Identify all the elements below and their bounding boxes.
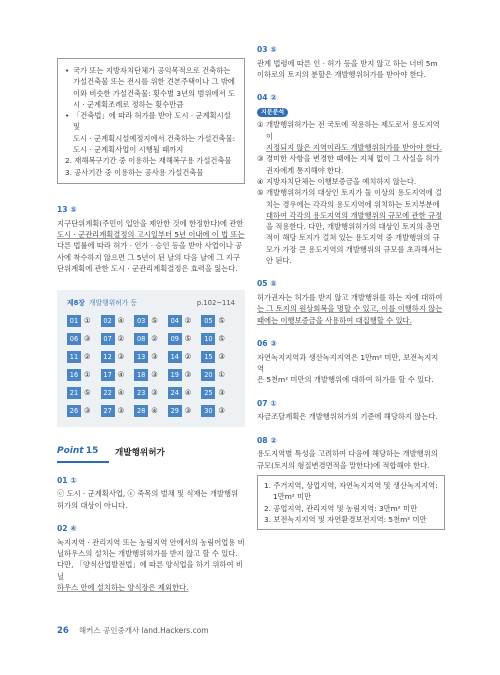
answer-03 xyxy=(257,44,445,80)
excerpt-bullet-1 xyxy=(65,65,237,110)
question-number: 26 xyxy=(67,405,81,417)
answer-13 xyxy=(57,204,245,274)
answer-cell xyxy=(134,315,168,327)
answer-cell xyxy=(101,405,135,417)
answer-cell xyxy=(168,369,202,381)
answer-value: ⑤ xyxy=(218,316,226,326)
right-column xyxy=(257,44,445,542)
answer-value: ② xyxy=(84,352,91,362)
answer-cell xyxy=(134,333,168,345)
page-number: 26 xyxy=(57,626,69,636)
answer-value: ③ xyxy=(151,352,158,362)
answer-value: ③ xyxy=(218,388,226,398)
answer-value: ② xyxy=(184,352,192,362)
answer-cell xyxy=(201,405,235,417)
page-range: p.102~114 xyxy=(196,299,235,308)
answer-value: ③ xyxy=(151,388,158,398)
question-number: 15 xyxy=(201,351,215,363)
answer-value: ③ xyxy=(218,352,226,362)
answer-value: ③ xyxy=(84,406,91,416)
answer-cell xyxy=(67,351,101,363)
chapter-title: 개발행위허가 등 xyxy=(88,299,137,308)
text-line: 1. 주거지역, 상업지역, 자연녹지지역 및 생산녹지지역: xyxy=(264,481,438,491)
answer-cell xyxy=(134,387,168,399)
answer-grid-panel xyxy=(57,290,245,427)
answer-cell xyxy=(101,387,135,399)
text-line: 자연녹지지역과 생산녹지지역은 1만m² 미만, 보전녹지지역 xyxy=(257,352,439,373)
answer-value: ③ xyxy=(151,370,158,380)
answer-value: ② xyxy=(151,334,158,344)
analysis-item xyxy=(257,119,445,153)
answer-cell xyxy=(101,351,135,363)
question-number: 04 xyxy=(168,315,182,327)
question-number: 23 xyxy=(134,387,148,399)
text-line: 이와 비슷한 가설건축물: 횟수별 3년의 범위에서 도 xyxy=(73,88,235,98)
answer-cell xyxy=(168,351,202,363)
answer-01 xyxy=(57,475,245,511)
text-line: 은 5천m² 미만의 개발행위에 대하여 허가를 할 수 있다. xyxy=(257,375,434,385)
answer-cell xyxy=(67,369,101,381)
answer-cell xyxy=(201,351,235,363)
answer-head: 04 ② xyxy=(257,93,277,103)
text-line: 시 · 군계획조례로 정하는 횟수만큼 xyxy=(73,99,184,109)
answer-value: ② xyxy=(184,316,192,326)
answer-07 xyxy=(257,398,445,423)
answer-cell xyxy=(201,333,235,345)
analysis-item xyxy=(257,187,445,266)
item-marker: ④ xyxy=(257,176,264,186)
text-line: 이하로의 토지의 분할은 개발행위허가를 받아야 한다. xyxy=(257,70,426,80)
answer-value: ① xyxy=(218,370,226,380)
answer-cell xyxy=(67,333,101,345)
point-label: Point xyxy=(57,445,84,456)
text-line: 2. 공업지역, 관리지역 및 농림지역: 3만m² 미만 xyxy=(264,503,418,513)
text-line: ⓒ 도시 · 군계획사업, ⓔ 죽목의 벌채 및 식재는 개발행위 xyxy=(57,489,239,499)
text-line: 경미한 사항을 변경한 때에는 지체 없이 그 사실을 허가 xyxy=(266,154,440,164)
item-marker: ① xyxy=(257,120,264,130)
answer-cell xyxy=(168,387,202,399)
answer-head: 02 ④ xyxy=(57,524,77,534)
item-marker: ③ xyxy=(257,154,264,164)
answer-value: ⑤ xyxy=(218,334,226,344)
answer-02 xyxy=(57,523,245,593)
text-line: 때에는 이행보증금을 사용하여 대집행할 수 있다. xyxy=(257,315,412,325)
question-number: 02 xyxy=(101,315,115,327)
answer-cell xyxy=(168,315,202,327)
question-number: 14 xyxy=(168,351,182,363)
analysis-item xyxy=(257,153,445,176)
answer-08 xyxy=(257,435,445,531)
answer-value: ⑤ xyxy=(151,316,158,326)
question-number: 25 xyxy=(201,387,215,399)
point-title: 개발행위허가 xyxy=(115,448,165,459)
point-underline xyxy=(57,461,109,463)
excerpt-item-2: 2. 재해복구기간 중 이용하는 재해복구용 가설건축물 xyxy=(65,156,232,166)
answer-head: 06 ③ xyxy=(257,338,277,348)
question-number: 13 xyxy=(134,351,148,363)
question-number: 10 xyxy=(201,333,215,345)
answer-05 xyxy=(257,278,445,326)
text-line: 개발행위허가의 대상인 토지가 둘 이상의 용도지역에 걸 xyxy=(266,188,443,198)
answer-cell xyxy=(67,315,101,327)
answer-value: ④ xyxy=(117,316,125,326)
text-line: 을 적용한다. 다만, 개발행위허가의 대상인 토지의 총면 xyxy=(266,222,440,232)
text-line: 대하여 각각의 용도지역의 개발행위의 규모에 관한 규정 xyxy=(266,210,443,220)
answer-cell xyxy=(134,351,168,363)
excerpt-bullet-2 xyxy=(65,110,237,155)
answer-value: ③ xyxy=(117,352,125,362)
text-line: 적이 해당 토지가 걸쳐 있는 용도지역 중 개발행위의 규 xyxy=(266,233,440,243)
text-line: 는 그 토지의 원상회복을 명할 수 있고, 이를 이행하지 않는 xyxy=(257,304,443,314)
answer-value: ⑤ xyxy=(84,388,91,398)
question-number: 06 xyxy=(67,333,81,345)
question-number: 30 xyxy=(201,405,215,417)
answer-head: 01 ① xyxy=(57,475,77,485)
question-number: 09 xyxy=(168,333,182,345)
question-number: 22 xyxy=(101,387,115,399)
text-line: 녹지지역 · 관리지역 또는 농림지역 안에서의 농림어업용 비 xyxy=(57,537,245,547)
answer-cell xyxy=(101,333,135,345)
question-number: 17 xyxy=(101,369,115,381)
size-limit-box xyxy=(257,475,445,530)
answer-value: ④ xyxy=(117,370,125,380)
question-number: 16 xyxy=(67,369,81,381)
text-line: 지방자치단체는 이행보증금을 예치하지 않는다. xyxy=(266,176,417,186)
text-line: 닐하우스의 설치는 개발행위허가를 받지 않고 할 수 있다. xyxy=(57,549,238,559)
answer-head: 07 ① xyxy=(257,398,277,408)
law-excerpt-box xyxy=(57,58,245,184)
question-number: 29 xyxy=(168,405,182,417)
answer-cell xyxy=(201,369,235,381)
answer-06 xyxy=(257,338,445,386)
text-line: 사에 착수하지 않으면 그 5년이 된 날의 다음 날에 그 지구 xyxy=(57,252,240,262)
answer-cell xyxy=(67,387,101,399)
answer-grid xyxy=(67,315,235,417)
text-line: 다만, 「양식산업발전법」에 따른 양식업을 하기 위하여 비닐 xyxy=(57,560,243,581)
question-number: 12 xyxy=(101,351,115,363)
question-number: 05 xyxy=(201,315,215,327)
question-number: 18 xyxy=(134,369,148,381)
answer-04 xyxy=(257,92,445,266)
text-line: 도시 · 군계획사업이 시행될 때까지 xyxy=(73,145,184,155)
analysis-badge: 지문분석 xyxy=(257,108,288,117)
question-number: 07 xyxy=(101,333,115,345)
answer-value: ④ xyxy=(117,388,125,398)
question-number: 21 xyxy=(67,387,81,399)
answer-cell xyxy=(101,315,135,327)
text-line: 1만m² 미만 xyxy=(273,492,312,502)
text-line: 다른 법률에 따라 허가 · 인가 · 승인 등을 받아 사업이나 공 xyxy=(57,241,243,251)
answer-value: ④ xyxy=(151,406,158,416)
text-line: 개발행위허가는 전 국토에 적용하는 제도로서 용도지역이 xyxy=(266,120,440,141)
answer-cell xyxy=(168,333,202,345)
question-number: 01 xyxy=(67,315,81,327)
text-line: • 「건축법」에 따라 허가를 받아 도시 · 군계획시설 및 xyxy=(73,111,231,132)
answer-cell xyxy=(101,369,135,381)
answer-grid-header xyxy=(67,298,235,309)
answer-value: ③ xyxy=(218,406,226,416)
answer-cell xyxy=(134,405,168,417)
text-line: • 국가 또는 지방자치단체가 공익목적으로 건축하는 xyxy=(73,66,231,75)
answer-cell xyxy=(168,405,202,417)
point-heading xyxy=(57,445,245,463)
excerpt-item-3: 3. 공사기간 중 이용하는 공사용 가설건축물 xyxy=(65,167,204,177)
page-footer xyxy=(57,625,209,638)
question-number: 28 xyxy=(134,405,148,417)
analysis-item xyxy=(257,176,445,187)
text-line: 도시 · 군계획시설예정지에서 건축하는 가설건축물: xyxy=(73,133,236,143)
answer-head: 08 ② xyxy=(257,435,277,445)
text-line: 관계 법령에 따른 인 · 허가 등을 받지 않고 하는 너비 5m xyxy=(257,58,438,68)
text-line: 지정되지 않은 지역이라도 개발행위허가를 받아야 한다. xyxy=(266,143,443,153)
text-line: 3. 보전녹지지역 및 자연환경보전지역: 5천m² 미만 xyxy=(264,514,427,524)
left-column xyxy=(57,58,245,605)
text-line: 규모(토지의 형질변경면적을 말한다)에 적합해야 한다. xyxy=(257,460,430,470)
answer-cell xyxy=(201,315,235,327)
answer-value: ① xyxy=(84,370,91,380)
text-line: 도시 · 군관리계획결정의 고시일부터 5년 이내에 이 법 또는 xyxy=(57,230,245,240)
answer-cell xyxy=(134,369,168,381)
text-line: 권자에게 통지해야 한다. xyxy=(266,165,344,175)
text-line: 허가의 대상이 아니다. xyxy=(57,500,128,510)
text-line: 단위계획에 관한 도시 · 군관리계획결정은 효력을 잃는다. xyxy=(57,263,238,273)
text-line: 자금조달계획은 개발행위허가의 기준에 해당하지 않는다. xyxy=(257,412,438,422)
answer-value: ② xyxy=(117,334,125,344)
question-number: 03 xyxy=(134,315,148,327)
text-line: 하우스 안에 설치하는 양식장은 제외한다. xyxy=(57,583,189,592)
publisher: 해커스 공인중개사 land.Hackers.com xyxy=(78,626,209,635)
answer-value: ⑤ xyxy=(184,334,192,344)
text-line: 안 된다. xyxy=(266,255,292,265)
text-line: 지구단위계획(주민이 입안을 제안한 것에 한정한다)에 관한 xyxy=(57,218,244,228)
text-line: 가설건축물 또는 전시를 위한 견본주택이나 그 밖에 xyxy=(73,77,235,87)
question-number: 27 xyxy=(101,405,115,417)
text-line: 용도지역별 특성을 고려하여 다음에 해당하는 개발행위의 xyxy=(257,449,438,459)
text-line: 치는 경우에는 각각의 용도지역에 위치하는 토지부분에 xyxy=(266,199,440,209)
question-number: 11 xyxy=(67,351,81,363)
text-line: 모가 가장 큰 용도지역의 개발행위의 규모를 초과해서는 xyxy=(266,244,443,254)
chapter-label: 제8장 xyxy=(67,299,85,308)
answer-value: ④ xyxy=(184,388,192,398)
item-marker: ⑤ xyxy=(257,188,264,198)
answer-value: ③ xyxy=(184,370,192,380)
text-line: 허가권자는 허가를 받지 않고 개발행위를 하는 자에 대하여 xyxy=(257,293,443,303)
answer-head: 05 ⑤ xyxy=(257,279,277,289)
question-number: 20 xyxy=(201,369,215,381)
answer-value: ③ xyxy=(117,406,125,416)
question-number: 24 xyxy=(168,387,182,399)
question-number: 08 xyxy=(134,333,148,345)
question-number: 19 xyxy=(168,369,182,381)
answer-value: ③ xyxy=(84,334,91,344)
answer-cell xyxy=(201,387,235,399)
point-number: 15 xyxy=(85,445,99,456)
answer-value: ③ xyxy=(184,406,192,416)
answer-value: ① xyxy=(84,316,91,326)
answer-head: 13 ⑤ xyxy=(57,204,77,214)
answer-cell xyxy=(67,405,101,417)
answer-head: 03 ⑤ xyxy=(257,45,277,54)
